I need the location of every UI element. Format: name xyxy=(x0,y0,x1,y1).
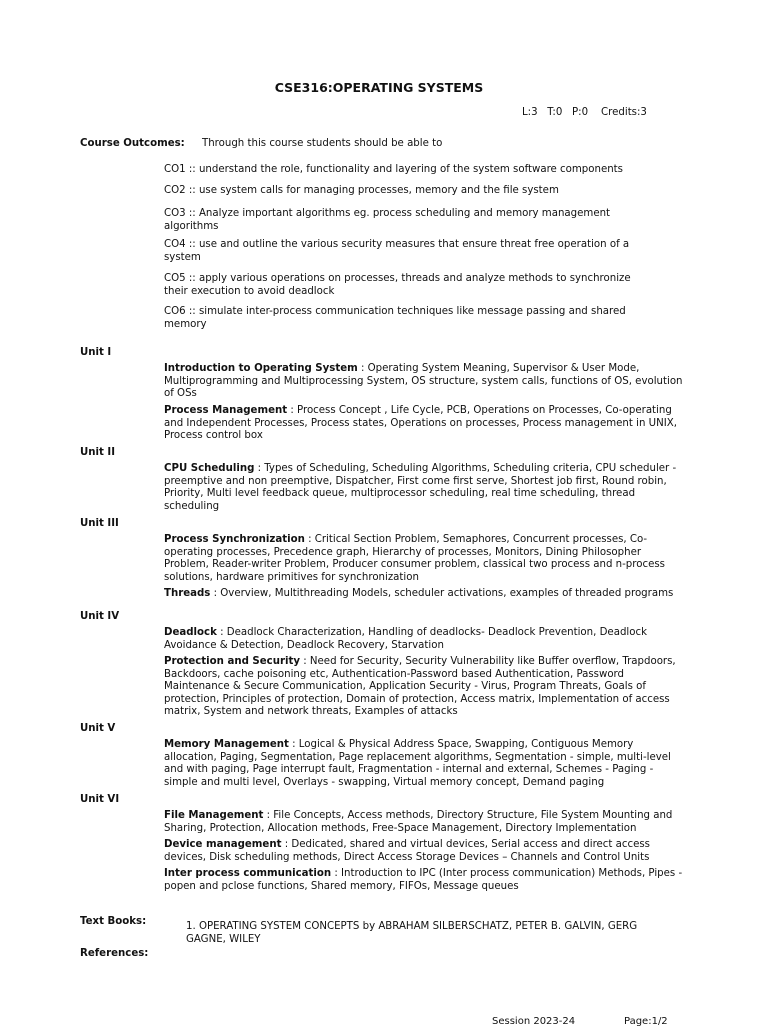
unit-topic xyxy=(164,405,684,443)
course-outcomes-intro: Through this course students should be able to xyxy=(202,138,443,149)
topic-heading: File Management xyxy=(164,810,264,821)
course-outcome-item: CO4 :: use and outline the various security measures that ensure threat free operation of a system xyxy=(164,239,630,263)
unit-topic xyxy=(164,810,684,835)
unit-topic xyxy=(164,656,684,719)
topic-heading: Introduction to Operating System xyxy=(164,363,358,374)
text-book-item: 1. OPERATING SYSTEM CONCEPTS by ABRAHAM SILBERSCHATZ, PETER B. GALVIN, GERG GAGNE, WILEY xyxy=(186,921,638,945)
topic-text: : Logical & Physical Address Space, Swapping, Contiguous Memory allocation, Paging, Segmentation, Page replacement algorithms, Segmentation - simple, multi-level and with paging, Page interrupt fault, Fragmentation - internal and external, Schemes - Paging - simple and multi level, Overlays - swapping, Virtual memory concept, Demand paging xyxy=(164,739,671,788)
page-number: Page:1/2 xyxy=(624,1016,668,1027)
course-outcome-item: CO5 :: apply various operations on processes, threads and analyze methods to synchronize their execution to avoid deadlock xyxy=(164,273,631,297)
course-outcome-item: CO3 :: Analyze important algorithms eg. process scheduling and memory management algorithms xyxy=(164,208,611,232)
topic-heading: CPU Scheduling xyxy=(164,463,255,474)
unit-label: Unit III xyxy=(80,518,119,529)
unit-topic xyxy=(164,588,684,601)
session-footer: Session 2023-24 xyxy=(492,1016,576,1027)
topic-heading: Threads xyxy=(164,588,211,599)
unit-topic xyxy=(164,463,684,513)
course-outcome-item: CO2 :: use system calls for managing processes, memory and the file system xyxy=(164,185,559,196)
topic-text: : Need for Security, Security Vulnerability like Buffer overflow, Trapdoors, Backdoors, cache poisoning etc, Authentication-Password based Authentication, Password Maintenance & Secure Communication, Application Security - Virus, Program Threats, Goals of protection, Principles of protection, Domain of protection, Access matrix, Implementation of access matrix, System and network threats, Examples of attacks xyxy=(164,656,676,718)
course-outcomes-label: Course Outcomes: xyxy=(80,138,185,149)
topic-text: : Deadlock Characterization, Handling of deadlocks- Deadlock Prevention, Deadlock Avoidance & Detection, Deadlock Recovery, Starvation xyxy=(164,627,647,651)
topic-heading: Device management xyxy=(164,839,282,850)
topic-heading: Protection and Security xyxy=(164,656,300,667)
course-outcome-item: CO6 :: simulate inter-process communication techniques like message passing and shared memory xyxy=(164,306,626,330)
credits-line: L:3 T:0 P:0 Credits:3 xyxy=(522,107,647,118)
unit-topic xyxy=(164,627,684,652)
unit-label: Unit VI xyxy=(80,794,120,805)
unit-topic xyxy=(164,534,684,584)
topic-heading: Inter process communication xyxy=(164,868,332,879)
course-title: CSE316:OPERATING SYSTEMS xyxy=(274,80,484,95)
unit-topic xyxy=(164,363,684,401)
topic-heading: Process Management xyxy=(164,405,288,416)
unit-topic xyxy=(164,868,684,893)
unit-label: Unit V xyxy=(80,723,116,734)
unit-topic xyxy=(164,839,684,864)
unit-label: Unit I xyxy=(80,347,112,358)
unit-topic xyxy=(164,739,684,789)
topic-heading: Process Synchronization xyxy=(164,534,305,545)
topic-heading: Deadlock xyxy=(164,627,217,638)
topic-heading: Memory Management xyxy=(164,739,289,750)
topic-text: : Introduction to IPC (Inter process communication) Methods, Pipes - popen and pclose functions, Shared memory, FIFOs, Message queues xyxy=(164,868,683,892)
references-label: References: xyxy=(80,948,149,959)
topic-text: : Types of Scheduling, Scheduling Algorithms, Scheduling criteria, CPU scheduler - preemptive and non preemptive, Dispatcher, First come first serve, Shortest job first, Round robin, Priority, Multi level feedback queue, multiprocessor scheduling, real time scheduling, thread scheduling xyxy=(164,463,677,512)
topic-text: : Process Concept , Life Cycle, PCB, Operations on Processes, Co-operating and Independent Processes, Process states, Operations on processes, Process management in UNIX, Process control box xyxy=(164,405,677,442)
unit-label: Unit IV xyxy=(80,611,120,622)
topic-text: : Overview, Multithreading Models, scheduler activations, examples of threaded programs xyxy=(210,588,674,599)
topic-text: : File Concepts, Access methods, Directory Structure, File System Mounting and Sharing, Protection, Allocation methods, Free-Space Management, Directory Implementation xyxy=(164,810,673,834)
topic-text: : Critical Section Problem, Semaphores, Concurrent processes, Co-operating processes, Precedence graph, Hierarchy of processes, Monitors, Dining Philosopher Problem, Reader-writer Problem, Producer consumer problem, classical two process and n-process solutions, hardware primitives for synchronization xyxy=(164,534,665,583)
text-books-label: Text Books: xyxy=(80,916,147,927)
topic-text: : Dedicated, shared and virtual devices, Serial access and direct access devices, Disk scheduling methods, Direct Access Storage Devices – Channels and Control Units xyxy=(164,839,650,863)
topic-text: : Operating System Meaning, Supervisor & User Mode, Multiprogramming and Multiprocessing System, OS structure, system calls, functions of OS, evolution of OSs xyxy=(164,363,683,400)
unit-label: Unit II xyxy=(80,447,116,458)
course-outcome-item: CO1 :: understand the role, functionality and layering of the system software components xyxy=(164,164,623,175)
